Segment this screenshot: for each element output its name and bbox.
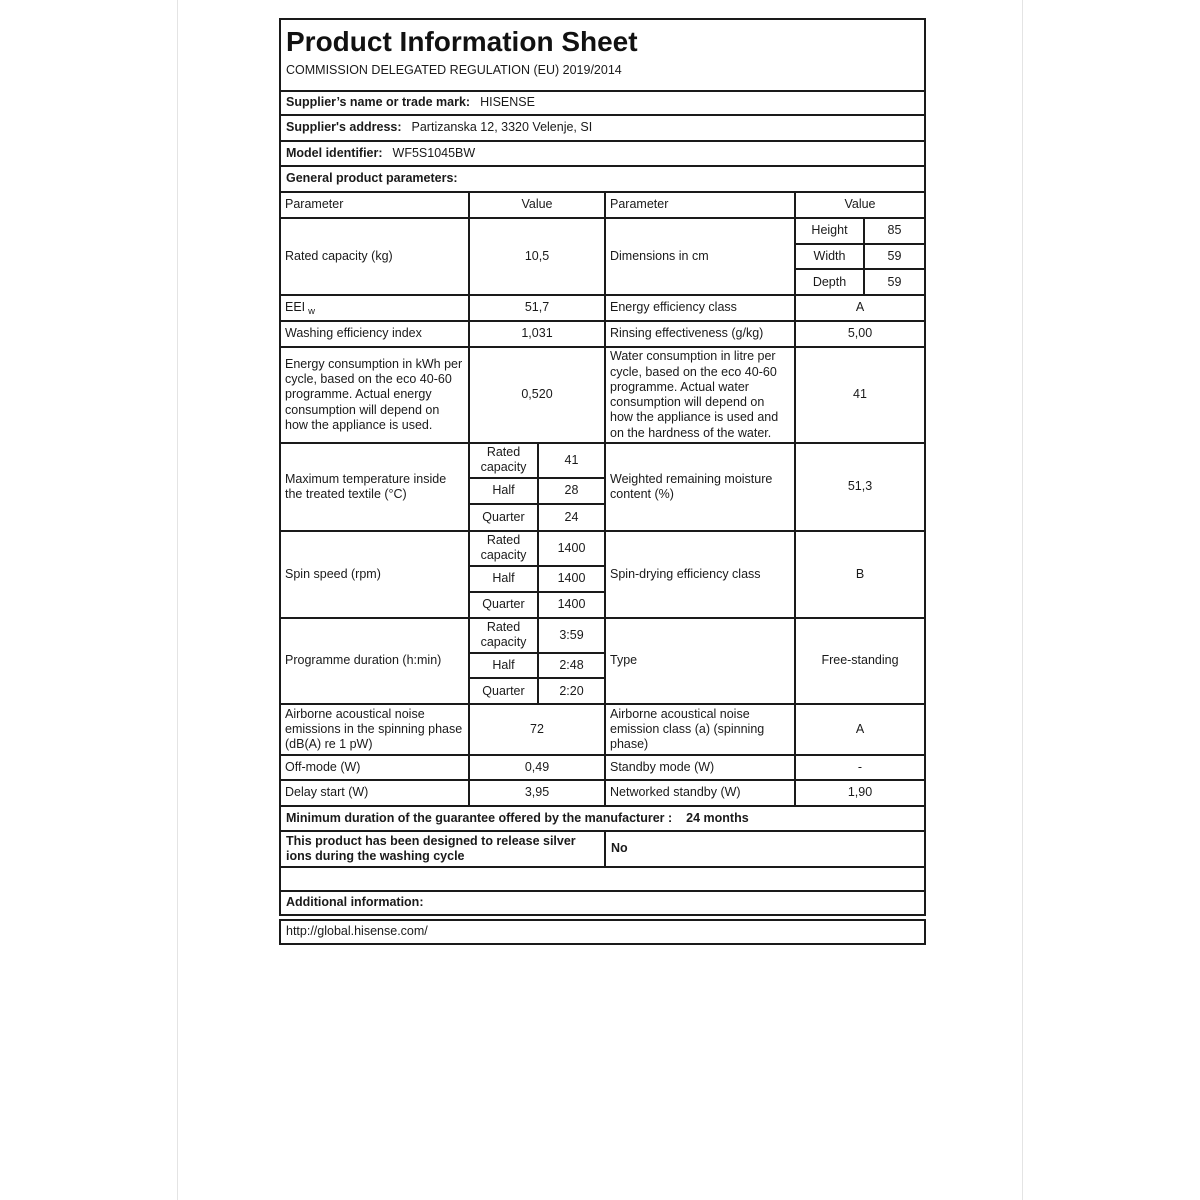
row-delay-start [281,779,924,805]
max-temperature-subtable [468,444,604,530]
duration-quarter-value: 2:20 [559,683,584,698]
max-temp-half-label: Half [470,479,539,504]
header-value-left: Value [468,193,604,217]
water-consumption-label: Water consumption in litre per cycle, based on the eco 40-60 programme. Actual water consumption will depend on how the appliance is used and on the hardness of the water. [604,348,794,442]
max-temp-half-value: 28 [564,483,579,498]
eei-label [281,296,468,320]
energy-class-label: Energy efficiency class [604,296,794,320]
water-consumption-value: 41 [794,348,924,442]
row-supplier-address [281,114,924,140]
spin-speed-label: Spin speed (rpm) [285,566,381,581]
spin-half-row [470,565,604,591]
dimensions-label: Dimensions in cm [604,219,794,294]
model-identifier-label: Model identifier: [286,145,383,160]
dimension-height-label: Height [796,219,865,243]
spin-half-value: 1400 [557,571,586,585]
empty-row [281,866,924,890]
max-temp-rated-row [470,444,604,477]
model-identifier-value: WF5S1045BW [392,145,476,160]
spin-quarter-label: Quarter [470,593,539,617]
row-rated-capacity [281,217,924,294]
spin-drying-class-value: B [794,532,924,617]
max-temperature-label: Maximum temperature inside the treated textile (°C) [285,471,447,501]
dimension-depth-row [796,268,924,294]
website-row [279,919,926,945]
max-temp-rated-label: Rated capacity [470,444,539,477]
type-label: Type [604,619,794,703]
spin-quarter-value: 1400 [557,597,586,612]
delay-start-value: 3,95 [468,781,604,805]
duration-quarter-label: Quarter [470,679,539,703]
product-information-sheet [279,18,926,945]
eei-value: 51,7 [468,296,604,320]
off-mode-value: 0,49 [468,756,604,779]
row-spin-speed [281,530,924,617]
row-max-temperature [281,442,924,530]
header-parameter-right: Parameter [604,193,794,217]
supplier-address-value: Partizanska 12, 3320 Velenje, SI [411,120,593,135]
dimensions-subtable [794,219,924,294]
supplier-name-value: HISENSE [480,95,535,110]
additional-info-label: Additional information: [286,895,424,910]
eei-label-text: EEI [285,300,306,315]
page-left-edge [177,0,178,1200]
rated-capacity-label: Rated capacity (kg) [285,248,393,263]
row-programme-duration [281,617,924,703]
title-block [281,20,924,90]
row-model-identifier [281,140,924,165]
row-noise-emissions [281,703,924,754]
max-temp-quarter-value: 24 [564,510,579,524]
spin-half-label: Half [470,567,539,591]
noise-emissions-value: 72 [468,705,604,754]
dimension-depth-label: Depth [796,270,865,294]
row-guarantee [281,805,924,830]
row-off-mode [281,754,924,779]
row-energy-consumption [281,346,924,442]
duration-quarter-row [470,677,604,703]
energy-consumption-value: 0,520 [468,348,604,442]
washing-index-value: 1,031 [468,322,604,346]
supplier-address-label: Supplier's address: [286,120,402,135]
dimension-width-label: Width [796,245,865,269]
rinsing-value: 5,00 [794,322,924,346]
row-section-header [281,165,924,191]
duration-rated-row [470,619,604,652]
product-info-table [279,18,926,916]
off-mode-label: Off-mode (W) [285,759,361,774]
duration-rated-label: Rated capacity [470,619,539,652]
noise-class-value: A [794,705,924,754]
guarantee-label: Minimum duration of the guarantee offered by the manufacturer : [286,810,673,825]
delay-start-label: Delay start (W) [285,785,369,800]
supplier-name-label: Supplier’s name or trade mark: [286,95,471,110]
page-right-edge [1022,0,1023,1200]
washing-index-label: Washing efficiency index [285,326,422,341]
energy-consumption-label: Energy consumption in kWh per cycle, based on the eco 40-60 programme. Actual energy consumption will depend on how the appliance is used. [285,356,463,432]
networked-standby-value: 1,90 [794,781,924,805]
silver-ions-value: No [604,832,924,866]
eei-subscript: w [308,306,316,318]
spin-rated-value: 1400 [557,540,586,555]
regulation-subtitle: COMMISSION DELEGATED REGULATION (EU) 2019/2014 [286,63,622,78]
dimension-width-row [796,243,924,269]
silver-ions-label: This product has been designed to release silver ions during the washing cycle [286,833,576,863]
rated-capacity-value: 10,5 [468,219,604,294]
networked-standby-label: Networked standby (W) [604,781,794,805]
website-url-link[interactable]: http://global.hisense.com/ [286,924,428,939]
type-value: Free-standing [794,619,924,703]
programme-duration-subtable [468,619,604,703]
max-temp-rated-value: 41 [564,452,579,467]
standby-mode-label: Standby mode (W) [604,756,794,779]
spin-drying-class-label: Spin-drying efficiency class [604,532,794,617]
section-title: General product parameters: [286,171,458,186]
header-value-right: Value [794,193,924,217]
spin-speed-subtable [468,532,604,617]
duration-half-label: Half [470,654,539,678]
rinsing-label: Rinsing effectiveness (g/kg) [604,322,794,346]
max-temp-quarter-label: Quarter [470,505,539,530]
spin-quarter-row [470,591,604,617]
dimension-width-value: 59 [887,248,902,263]
row-washing-index [281,320,924,346]
dimension-height-value: 85 [887,223,902,238]
max-temp-quarter-row [470,503,604,530]
dimension-height-row [796,219,924,243]
row-additional-info [281,890,924,914]
moisture-content-value: 51,3 [794,444,924,530]
duration-half-row [470,652,604,678]
standby-mode-value: - [794,756,924,779]
dimension-depth-value: 59 [887,274,902,289]
row-supplier-name [281,90,924,114]
row-silver-ions [281,830,924,866]
max-temp-half-row [470,477,604,504]
programme-duration-label: Programme duration (h:min) [285,653,442,668]
moisture-content-label: Weighted remaining moisture content (%) [604,444,794,530]
page-title: Product Information Sheet [286,26,638,57]
spin-rated-label: Rated capacity [470,532,539,565]
guarantee-value: 24 months [686,810,749,825]
duration-half-value: 2:48 [559,657,584,672]
row-column-headers [281,191,924,217]
duration-rated-value: 3:59 [559,627,584,642]
noise-emissions-label: Airborne acoustical noise emissions in the spinning phase (dB(A) re 1 pW) [285,706,463,752]
energy-class-value: A [794,296,924,320]
noise-class-label: Airborne acoustical noise emission class (a) (spinning phase) [604,705,794,754]
row-eei [281,294,924,320]
spin-rated-row [470,532,604,565]
header-parameter-left: Parameter [285,197,344,212]
